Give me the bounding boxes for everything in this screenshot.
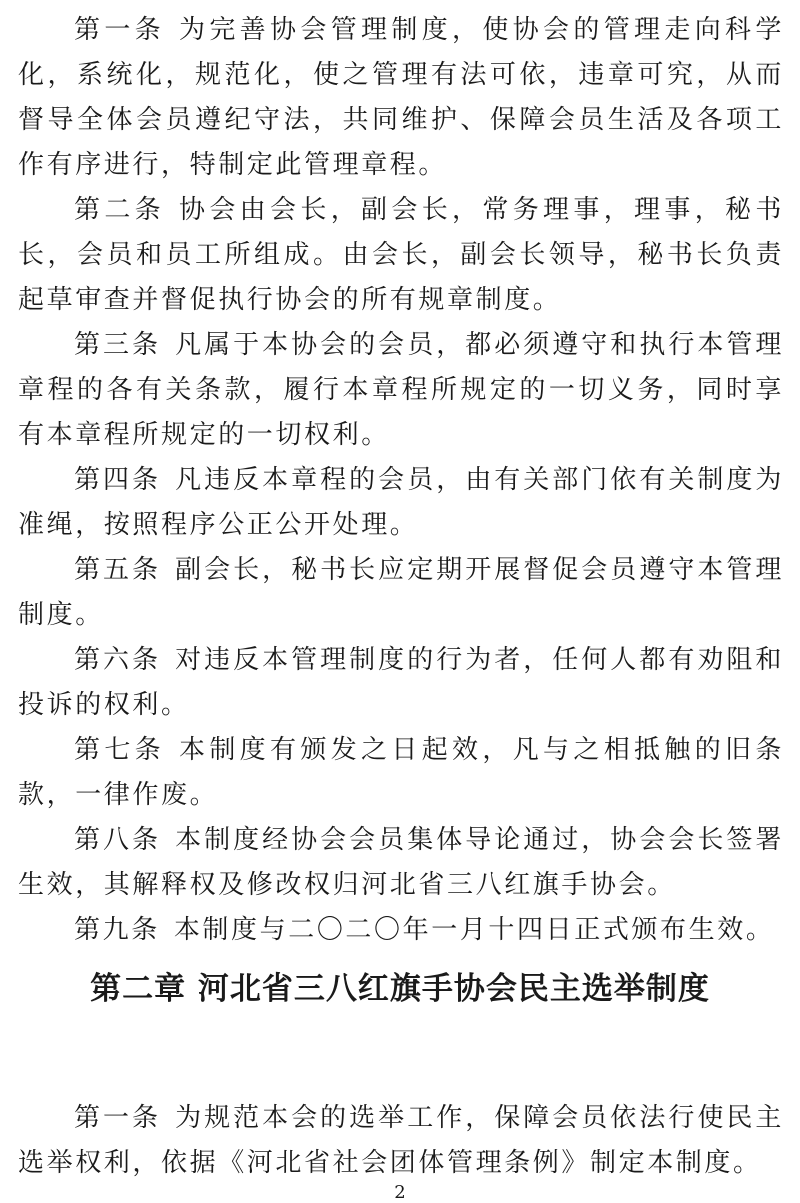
page-number: 2 xyxy=(394,1182,406,1203)
article-8 xyxy=(18,818,784,908)
article-7 xyxy=(18,728,784,818)
article-9 xyxy=(18,908,784,953)
article-text: 对违反本管理制度的行为者，任何人都有劝阻和投诉的权利。 xyxy=(18,645,784,720)
article-4 xyxy=(18,458,784,548)
article-text: 为规范本会的选举工作，保障会员依法行使民主选举权利，依据《河北省社会团体管理条例》制定本制度。 xyxy=(18,1103,784,1178)
article-text: 本制度有颁发之日起效，凡与之相抵触的旧条款，一律作废。 xyxy=(18,735,784,810)
article-number: 第二条 xyxy=(74,195,166,225)
article-6 xyxy=(18,638,784,728)
article-text: 凡属于本协会的会员，都必须遵守和执行本管理章程的各有关条款，履行本章程所规定的一切义务，同时享有本章程所规定的一切权利。 xyxy=(18,330,784,450)
article-1 xyxy=(18,1096,784,1186)
article-number: 第四条 xyxy=(74,465,162,495)
article-text: 本制度经协会会员集体导论通过，协会会长签署生效，其解释权及修改权归河北省三八红旗手协会。 xyxy=(18,825,784,900)
article-text: 为完善协会管理制度，使协会的管理走向科学化，系统化，规范化，使之管理有法可依，违章可究，从而督导全体会员遵纪守法，共同维护、保障会员生活及各项工作有序进行，特制定此管理章程。 xyxy=(18,15,784,180)
article-5 xyxy=(18,548,784,638)
article-number: 第八条 xyxy=(74,825,162,855)
article-text: 副会长，秘书长应定期开展督促会员遵守本管理制度。 xyxy=(18,555,784,630)
article-number: 第一条 xyxy=(74,1103,162,1133)
article-text: 协会由会长，副会长，常务理事，理事，秘书长，会员和员工所组成。由会长，副会长领导，秘书长负责起草审查并督促执行协会的所有规章制度。 xyxy=(18,195,784,315)
article-text: 本制度与二〇二〇年一月十四日正式颁布生效。 xyxy=(173,915,775,945)
chapter1-body xyxy=(18,8,784,953)
article-number: 第五条 xyxy=(74,555,162,585)
article-number: 第一条 xyxy=(74,15,166,45)
article-text: 凡违反本章程的会员，由有关部门依有关制度为准绳，按照程序公正公开处理。 xyxy=(18,465,784,540)
article-2 xyxy=(18,188,784,323)
article-3 xyxy=(18,323,784,458)
article-number: 第六条 xyxy=(74,645,162,675)
article-1 xyxy=(18,8,784,188)
article-number: 第九条 xyxy=(74,915,160,945)
article-number: 第七条 xyxy=(74,735,166,765)
chapter-title: 第二章 河北省三八红旗手协会民主选举制度 xyxy=(90,971,710,1007)
article-number: 第三条 xyxy=(74,330,162,360)
chapter2-body xyxy=(18,1096,784,1186)
